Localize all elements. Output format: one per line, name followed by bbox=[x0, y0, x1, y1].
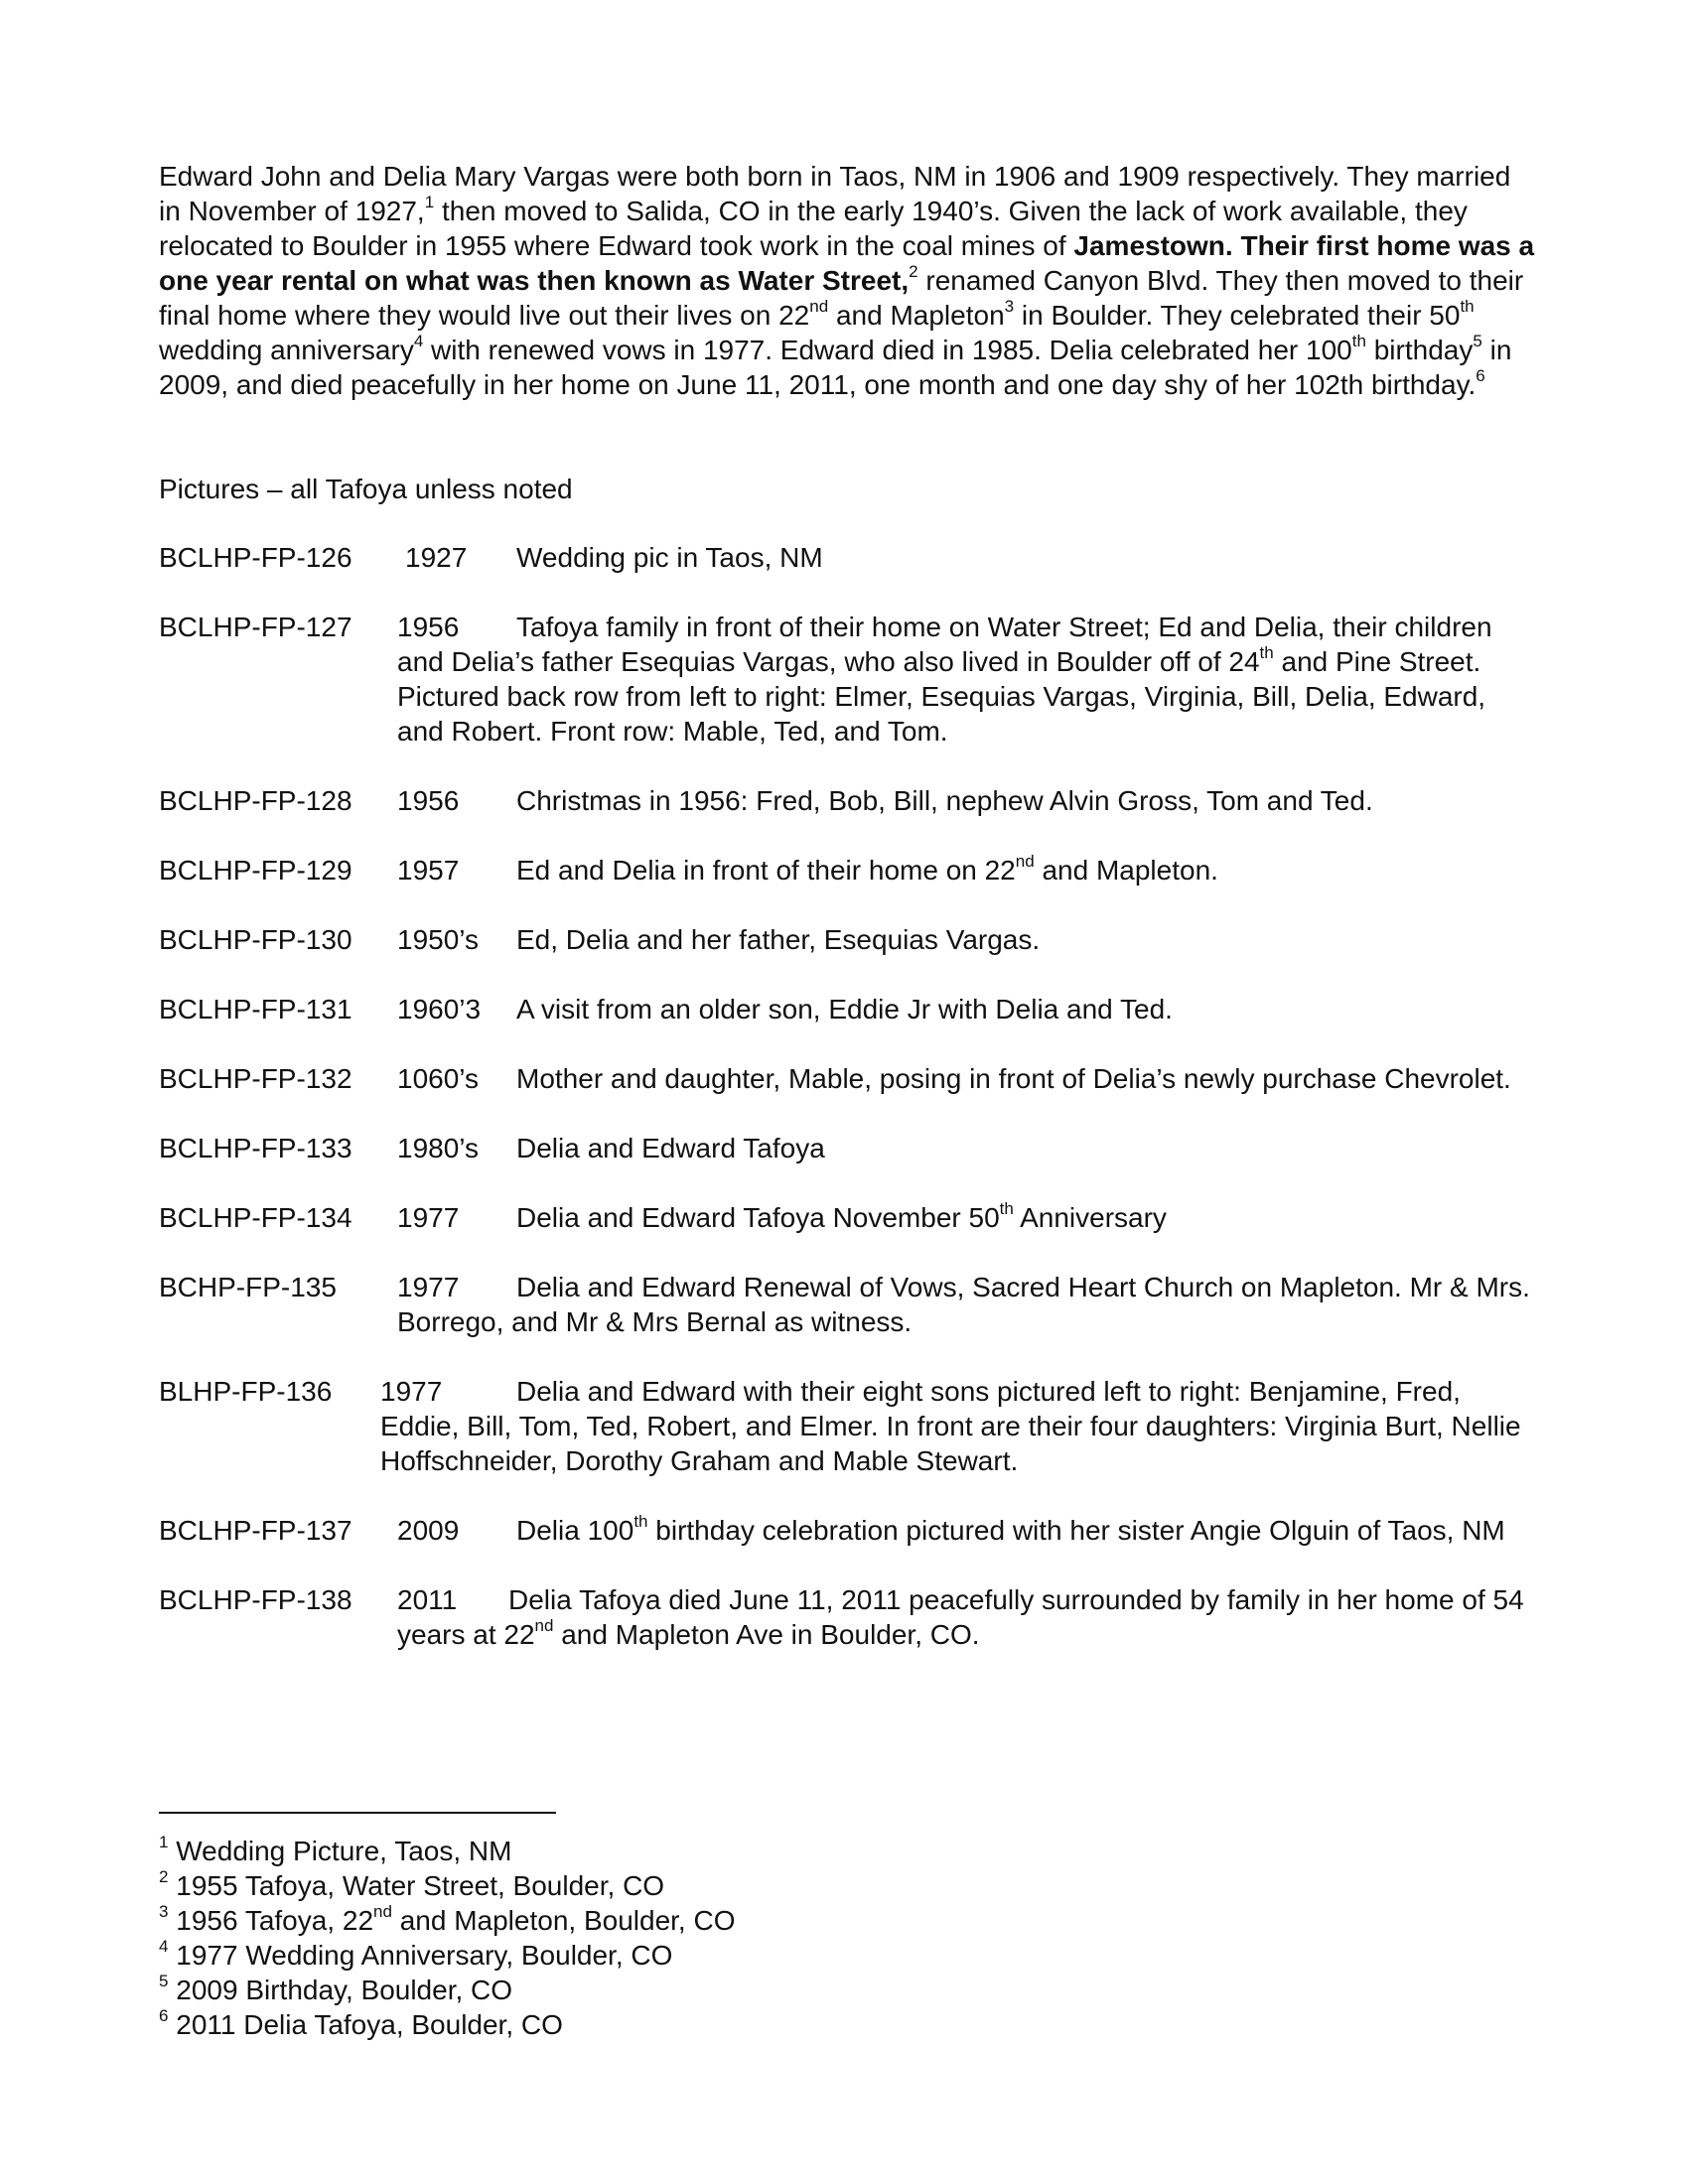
intro-text: Edward John and Delia Mary Vargas were both born in Taos, NM in 1906 and 1909 respectively. They married in November of 1927, bbox=[159, 161, 1511, 226]
pictures-heading: Pictures – all Tafoya unless noted bbox=[159, 474, 573, 504]
picture-entry bbox=[159, 1270, 1539, 1339]
ordinal-suffix: th bbox=[1460, 296, 1475, 316]
footnote-text: 1955 Tafoya, Water Street, Boulder, CO bbox=[176, 1870, 665, 1901]
footnote-text: 2009 Birthday, Boulder, CO bbox=[176, 1975, 513, 2005]
entry-id: BCLHP-FP-138 bbox=[159, 1584, 352, 1615]
footnote bbox=[159, 2007, 953, 2042]
entry-text: A visit from an older son, Eddie Jr with Delia and Ted. bbox=[516, 994, 1173, 1024]
intro-text: with renewed vows in 1977. Edward died in 1985. Delia celebrated her 100 bbox=[423, 335, 1352, 365]
intro-text: birthday bbox=[1365, 335, 1474, 365]
entry-year: 1060’s bbox=[397, 1063, 480, 1094]
entry-year: 1957 bbox=[397, 855, 460, 886]
footnote-text: 2011 Delia Tafoya, Boulder, CO bbox=[176, 2009, 563, 2040]
footnote-number: 5 bbox=[159, 1971, 169, 1990]
entry-description bbox=[159, 1374, 1539, 1478]
entry-id: BCLHP-FP-128 bbox=[159, 785, 352, 816]
picture-entry bbox=[159, 1061, 1539, 1096]
intro-text: wedding anniversary bbox=[159, 335, 414, 365]
footnote-text: 1977 Wedding Anniversary, Boulder, CO bbox=[176, 1940, 673, 1971]
entry-year: 1977 bbox=[380, 1376, 443, 1407]
entry-id: BCLHP-FP-127 bbox=[159, 612, 352, 642]
footnote-ref: 1 bbox=[424, 192, 435, 211]
footnotes-section bbox=[159, 1812, 953, 2042]
entry-description bbox=[159, 610, 1539, 749]
entry-description bbox=[159, 1131, 1539, 1165]
entry-description bbox=[159, 1582, 1539, 1652]
picture-entry bbox=[159, 853, 1539, 887]
picture-entry bbox=[159, 610, 1539, 749]
picture-entry bbox=[159, 1513, 1539, 1548]
entry-text: Anniversary bbox=[1013, 1202, 1167, 1233]
document-page bbox=[159, 159, 1539, 1687]
entry-id: BCLHP-FP-131 bbox=[159, 994, 352, 1024]
footnote-ref: 6 bbox=[1476, 365, 1485, 385]
entry-year: 1980’s bbox=[397, 1133, 480, 1163]
entry-text: Wedding pic in Taos, NM bbox=[516, 542, 823, 573]
entry-text: Delia and Edward with their eight sons pictured left to right: Benjamine, Fred, Eddie, Bill, Tom, Ted, Robert, and Elmer. In front are their four daughters: Virginia Burt, Nellie Hoffschneider, Dorothy Graham and Mable Stewart. bbox=[380, 1376, 1521, 1476]
entry-year: 1956 bbox=[397, 612, 460, 642]
footnote-number: 4 bbox=[159, 1936, 169, 1956]
entry-year: 1927 bbox=[405, 542, 468, 573]
intro-text: renamed Canyon Blvd. They then moved to their final home where they would live out their lives on 22 bbox=[159, 265, 1524, 331]
footnote-ref: 2 bbox=[909, 261, 918, 281]
entry-year: 2011 bbox=[397, 1584, 458, 1615]
ordinal-suffix: nd bbox=[534, 1615, 554, 1635]
entry-year: 2009 bbox=[397, 1515, 460, 1546]
entry-id: BLHP-FP-136 bbox=[159, 1376, 333, 1407]
entry-year: 1977 bbox=[397, 1272, 460, 1302]
entry-text: Delia and Edward Tafoya November 50 bbox=[516, 1202, 1000, 1233]
picture-entry bbox=[159, 540, 1539, 575]
entry-text: Tafoya family in front of their home on Water Street; Ed and Delia, their children and Delia’s father Esequias Vargas, who also lived in Boulder off of 24 bbox=[397, 612, 1492, 677]
entry-text: Delia and Edward Tafoya bbox=[516, 1133, 825, 1163]
footnote bbox=[159, 1938, 953, 1973]
entry-id: BCLHP-FP-130 bbox=[159, 924, 352, 955]
ordinal-suffix: th bbox=[633, 1511, 648, 1531]
entry-year: 1977 bbox=[397, 1202, 460, 1233]
ordinal-suffix: nd bbox=[1015, 851, 1035, 871]
entry-year: 1956 bbox=[397, 785, 460, 816]
picture-entry bbox=[159, 1374, 1539, 1478]
footnote-text: 1956 Tafoya, 22 bbox=[176, 1905, 374, 1936]
footnote-ref: 3 bbox=[1004, 296, 1015, 316]
entry-description bbox=[159, 1513, 1539, 1548]
footnote bbox=[159, 1834, 953, 1868]
entry-id: BCHP-FP-135 bbox=[159, 1272, 337, 1302]
entry-description bbox=[159, 922, 1539, 957]
picture-entry bbox=[159, 1582, 1539, 1652]
entry-description bbox=[159, 783, 1539, 818]
picture-entry bbox=[159, 1200, 1539, 1235]
entry-year: 1950’s bbox=[397, 924, 480, 955]
ordinal-suffix: th bbox=[1351, 331, 1366, 350]
entry-text: Ed, Delia and her father, Esequias Vargas. bbox=[516, 924, 1041, 955]
entry-year: 1960’3 bbox=[397, 994, 482, 1024]
ordinal-suffix: th bbox=[999, 1198, 1014, 1218]
entry-id: BCLHP-FP-126 bbox=[159, 542, 352, 573]
entry-text: and Mapleton Ave in Boulder, CO. bbox=[553, 1619, 980, 1650]
entry-id: BCLHP-FP-134 bbox=[159, 1202, 352, 1233]
footnote-ref: 4 bbox=[413, 331, 424, 350]
entry-text: Christmas in 1956: Fred, Bob, Bill, nephew Alvin Gross, Tom and Ted. bbox=[516, 785, 1373, 816]
footnote bbox=[159, 1868, 953, 1903]
intro-text: in Boulder. They celebrated their 50 bbox=[1014, 300, 1461, 331]
footnote-number: 6 bbox=[159, 2005, 169, 2025]
entry-id: BCLHP-FP-129 bbox=[159, 855, 352, 886]
footnote-ref: 5 bbox=[1473, 331, 1482, 350]
ordinal-suffix: nd bbox=[809, 296, 829, 316]
picture-entry bbox=[159, 992, 1539, 1026]
intro-bold-text: Jamestown. Their first home was a one year rental on what was then known as Water Street, bbox=[159, 230, 1535, 296]
picture-list bbox=[159, 540, 1539, 1652]
intro-text: and Mapleton bbox=[828, 300, 1005, 331]
ordinal-suffix: nd bbox=[373, 1901, 392, 1921]
footnote-text: Wedding Picture, Taos, NM bbox=[176, 1836, 512, 1866]
footnote bbox=[159, 1903, 953, 1938]
ordinal-suffix: th bbox=[1259, 642, 1274, 662]
entry-text: birthday celebration pictured with her sister Angie Olguin of Taos, NM bbox=[647, 1515, 1505, 1546]
entry-text: Delia Tafoya died June 11, 2011 peacefully surrounded by family in her home of 54 years at 22 bbox=[397, 1584, 1524, 1650]
entry-description bbox=[159, 1200, 1539, 1235]
entry-description bbox=[159, 1270, 1539, 1339]
intro-paragraph bbox=[159, 159, 1539, 402]
entry-description bbox=[159, 1061, 1539, 1096]
entry-text: and Mapleton. bbox=[1034, 855, 1218, 886]
entry-id: BCLHP-FP-132 bbox=[159, 1063, 352, 1094]
picture-entry bbox=[159, 922, 1539, 957]
footnote-number: 1 bbox=[159, 1832, 169, 1851]
footnote-text: and Mapleton, Boulder, CO bbox=[391, 1905, 736, 1936]
entry-text: Delia and Edward Renewal of Vows, Sacred Heart Church on Mapleton. Mr & Mrs. Borrego, and Mr & Mrs Bernal as witness. bbox=[397, 1272, 1530, 1337]
entry-description bbox=[159, 853, 1539, 887]
picture-entry bbox=[159, 783, 1539, 818]
entry-text: Delia 100 bbox=[516, 1515, 634, 1546]
entry-text: Mother and daughter, Mable, posing in front of Delia’s newly purchase Chevrolet. bbox=[516, 1063, 1511, 1094]
entry-description bbox=[159, 540, 1539, 575]
footnote bbox=[159, 1973, 953, 2007]
entry-text: and Pine Street. Pictured back row from left to right: Elmer, Esequias Vargas, Virginia, Bill, Delia, Edward, and Robert. Front row: Mable, Ted, and Tom. bbox=[397, 646, 1486, 747]
footnote-number: 2 bbox=[159, 1866, 169, 1886]
picture-entry bbox=[159, 1131, 1539, 1165]
entry-text: Ed and Delia in front of their home on 22 bbox=[516, 855, 1016, 886]
entry-description bbox=[159, 992, 1539, 1026]
entry-id: BCLHP-FP-133 bbox=[159, 1133, 352, 1163]
entry-id: BCLHP-FP-137 bbox=[159, 1515, 352, 1546]
intro-text: then moved to Salida, CO in the early 1940’s. Given the lack of work available, they relocated to Boulder in 1955 where Edward took work in the coal mines of bbox=[159, 196, 1468, 261]
footnote-divider bbox=[159, 1812, 556, 1814]
intro-text: in 2009, and died peacefully in her home on June 11, 2011, one month and one day shy of her 102th birthday. bbox=[159, 335, 1512, 400]
footnote-number: 3 bbox=[159, 1901, 169, 1921]
